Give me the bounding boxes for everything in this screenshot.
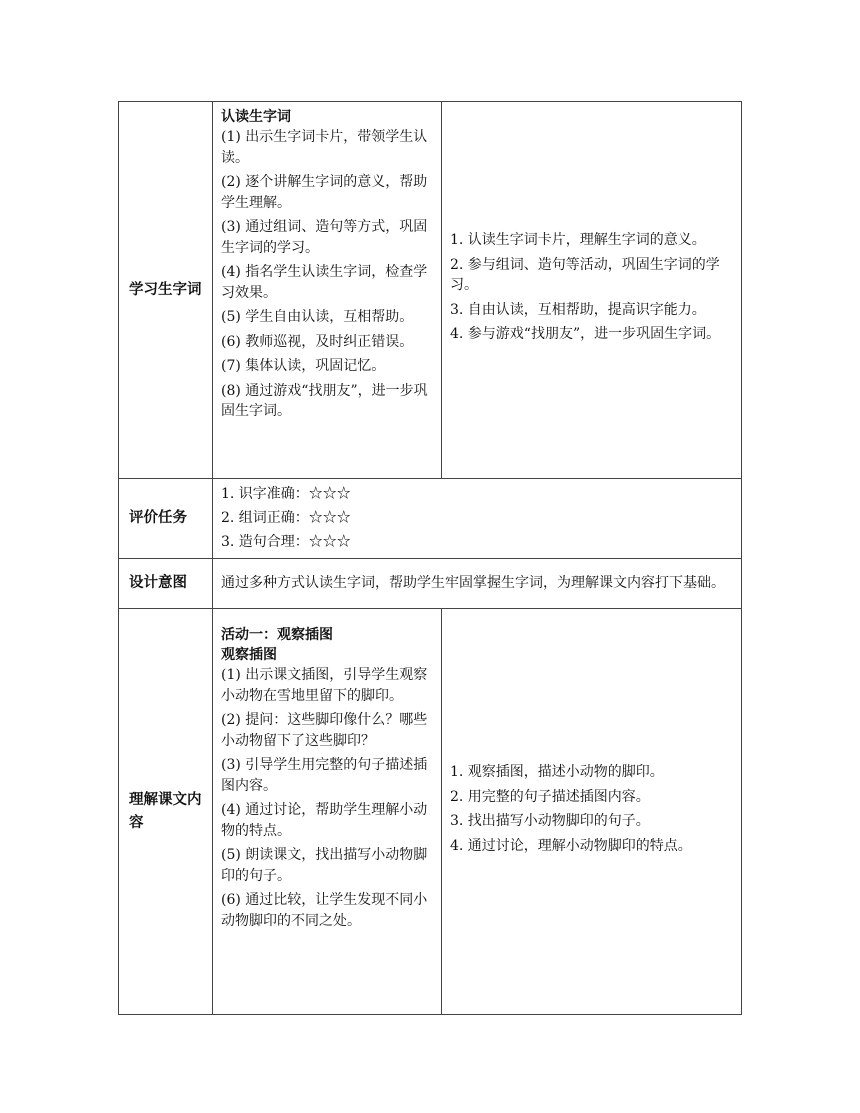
list-item: 1. 认读生字词卡片，理解生字词的意义。 bbox=[450, 232, 706, 249]
student-activity-cell bbox=[442, 102, 742, 479]
list-item: (6) 通过比较，让学生发现不同小动物脚印的不同之处。 bbox=[221, 892, 428, 929]
list-item: (5) 学生自由认读，互相帮助。 bbox=[221, 309, 414, 325]
list-item: 2. 参与组词、造句等活动，巩固生字词的学习。 bbox=[450, 256, 720, 294]
student-activity-cell bbox=[442, 609, 742, 1015]
list-item: 4. 参与游戏“找朋友”，进一步巩固生字词。 bbox=[450, 326, 721, 343]
list-item: (2) 逐个讲解生字词的意义，帮助学生理解。 bbox=[221, 174, 428, 211]
row-understand-text bbox=[119, 609, 742, 1015]
row-evaluation bbox=[119, 479, 742, 559]
list-item: (4) 指名学生认读生字词，检查学习效果。 bbox=[221, 264, 428, 301]
row-label-evaluation: 评价任务 bbox=[119, 479, 213, 559]
activity-title: 活动一：观察插图 bbox=[221, 627, 333, 643]
teacher-activity-cell bbox=[213, 102, 442, 479]
list-item: 3. 找出描写小动物脚印的句子。 bbox=[450, 813, 650, 829]
list-item: (3) 通过组词、造句等方式，巩固生字词的学习。 bbox=[221, 219, 428, 256]
evaluation-cell bbox=[213, 479, 742, 559]
row-learn-vocabulary bbox=[119, 102, 742, 479]
list-item: (5) 朗读课文，找出描写小动物脚印的句子。 bbox=[221, 847, 428, 884]
list-item: 2. 组词正确：☆☆☆ bbox=[221, 510, 351, 526]
list-item: (8) 通过游戏“找朋友”，进一步巩固生字词。 bbox=[221, 382, 428, 419]
list-item: 4. 通过讨论，理解小动物脚印的特点。 bbox=[450, 837, 692, 854]
design-intent-text: 通过多种方式认读生字词，帮助学生牢固掌握生字词，为理解课文内容打下基础。 bbox=[221, 574, 725, 591]
list-item: (2) 提问：这些脚印像什么？哪些小动物留下了这些脚印？ bbox=[221, 712, 428, 749]
list-item: 2. 用完整的句子描述插图内容。 bbox=[450, 788, 650, 805]
list-item: (3) 引导学生用完整的句子描述插图内容。 bbox=[221, 757, 428, 794]
teacher-activity-cell bbox=[213, 609, 442, 1015]
row-label-design-intent: 设计意图 bbox=[119, 559, 213, 609]
row-label-learn-vocabulary: 学习生字词 bbox=[119, 102, 213, 479]
section-title: 认读生字词 bbox=[221, 109, 291, 125]
design-intent-cell bbox=[213, 559, 742, 609]
row-design-intent bbox=[119, 559, 742, 609]
list-item: (4) 通过讨论，帮助学生理解小动物的特点。 bbox=[221, 802, 428, 839]
list-item: 3. 造句合理：☆☆☆ bbox=[221, 534, 351, 550]
section-title: 观察插图 bbox=[221, 647, 277, 663]
list-item: 1. 识字准确：☆☆☆ bbox=[221, 486, 351, 502]
list-item: 1. 观察插图，描述小动物的脚印。 bbox=[450, 764, 664, 780]
list-item: (6) 教师巡视，及时纠正错误。 bbox=[221, 333, 414, 350]
list-item: 3. 自由认读，互相帮助，提高识字能力。 bbox=[450, 301, 706, 318]
lesson-plan-table bbox=[118, 101, 742, 1015]
list-item: (1) 出示生字词卡片，带领学生认读。 bbox=[221, 129, 428, 166]
row-label-understand-text: 理解课文内容 bbox=[119, 609, 213, 1015]
list-item: (1) 出示课文插图，引导学生观察小动物在雪地里留下的脚印。 bbox=[221, 667, 428, 704]
list-item: (7) 集体认读，巩固记忆。 bbox=[221, 358, 386, 374]
